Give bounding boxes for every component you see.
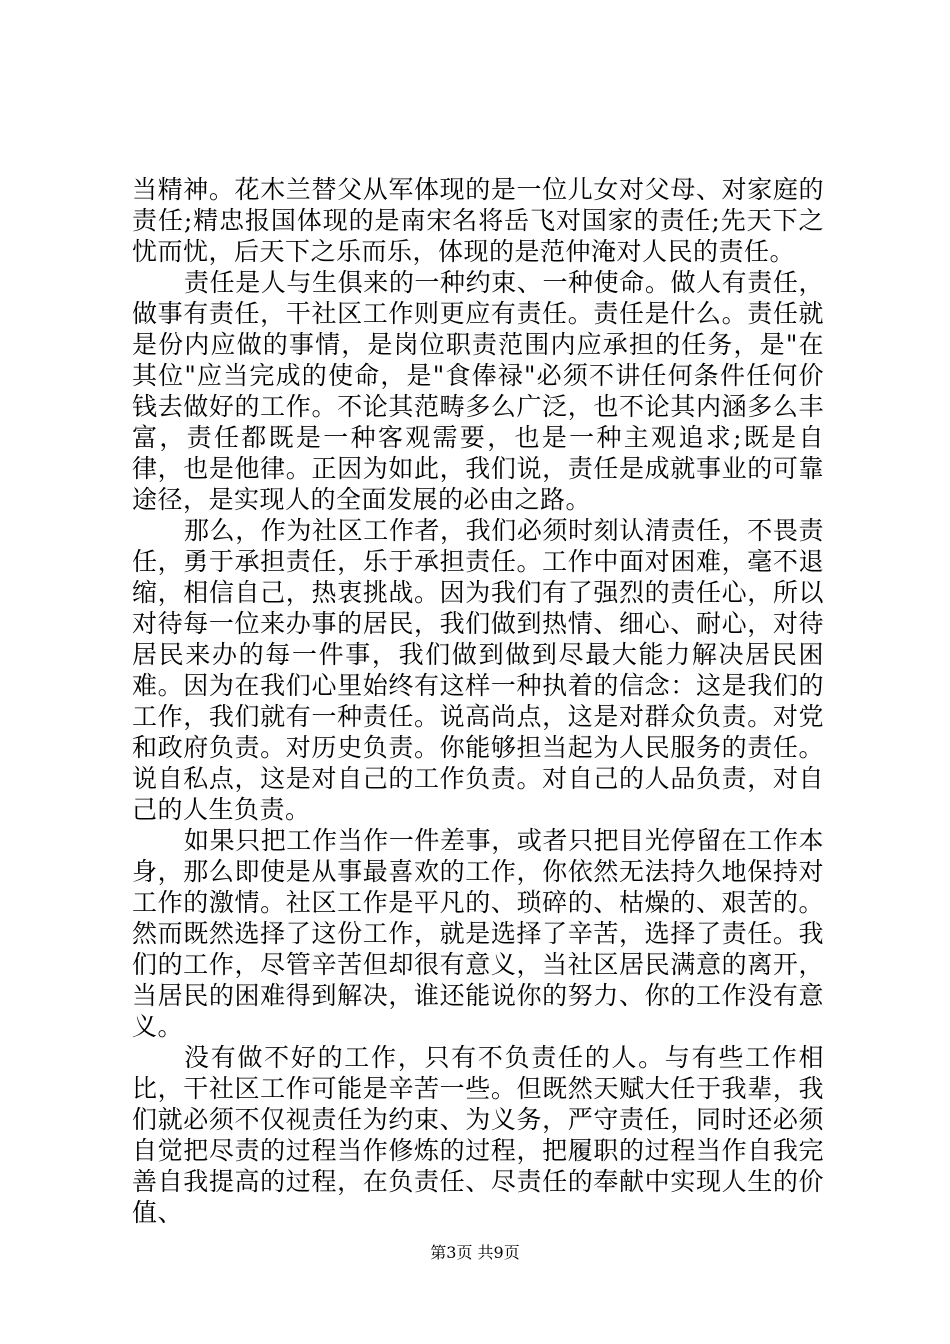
paragraph-5: 没有做不好的工作，只有不负责任的人。与有些工作相比，干社区工作可能是辛苦一些。但既然天赋大任于我辈，我们就必须不仅视责任为约束、为义务，严守责任，同时还必须自觉把尽责的过程当作修炼的过程，把履职的过程当作自我完善自我提高的过程，在负责任、尽责任的奉献中实现人生的价值、 (132, 1043, 824, 1227)
paragraph-1: 当精神。花木兰替父从军体现的是一位儿女对父母、对家庭的责任;精忠报国体现的是南宋名将岳飞对国家的责任;先天下之忧而忧，后天下之乐而乐，体现的是范仲淹对人民的责任。 (132, 175, 824, 266)
paragraph-2: 责任是人与生俱来的一种约束、一种使命。做人有责任，做事有责任，干社区工作则更应有责任。责任是什么。责任就是份内应做的事情，是岗位职责范围内应承担的任务，是"在其位"应当完成的使命，是"食俸禄"必须不讲任何条件任何价钱去做好的工作。不论其范畴多么广泛，也不论其内涵多么丰富，责任都既是一种客观需要，也是一种主观追求;既是自律，也是他律。正因为如此，我们说，责任是成就事业的可靠途径，是实现人的全面发展的必由之路。 (132, 268, 824, 514)
paragraph-4: 如果只把工作当作一件差事，或者只把目光停留在工作本身，那么即使是从事最喜欢的工作，你依然无法持久地保持对工作的激情。社区工作是平凡的、琐碎的、枯燥的、艰苦的。然而既然选择了这份工作，就是选择了辛苦，选择了责任。我们的工作，尽管辛苦但却很有意义，当社区居民满意的离开，当居民的困难得到解决，谁还能说你的努力、你的工作没有意义。 (132, 826, 824, 1041)
page-number-footer: 第3页 共9页 (430, 1243, 520, 1262)
document-body (132, 174, 824, 1228)
paragraph-3: 那么，作为社区工作者，我们必须时刻认清责任，不畏责任，勇于承担责任，乐于承担责任。工作中面对困难，毫不退缩，相信自己，热衷挑战。因为我们有了强烈的责任心，所以对待每一位来办事的居民，我们做到热情、细心、耐心，对待居民来办的每一件事，我们做到做到尽最大能力解决居民困难。因为在我们心里始终有这样一种执着的信念：这是我们的工作，我们就有一种责任。说高尚点，这是对群众负责。对党和政府负责。对历史负责。你能够担当起为人民服务的责任。说自私点，这是对自己的工作负责。对自己的人品负责，对自己的人生负责。 (132, 516, 824, 824)
